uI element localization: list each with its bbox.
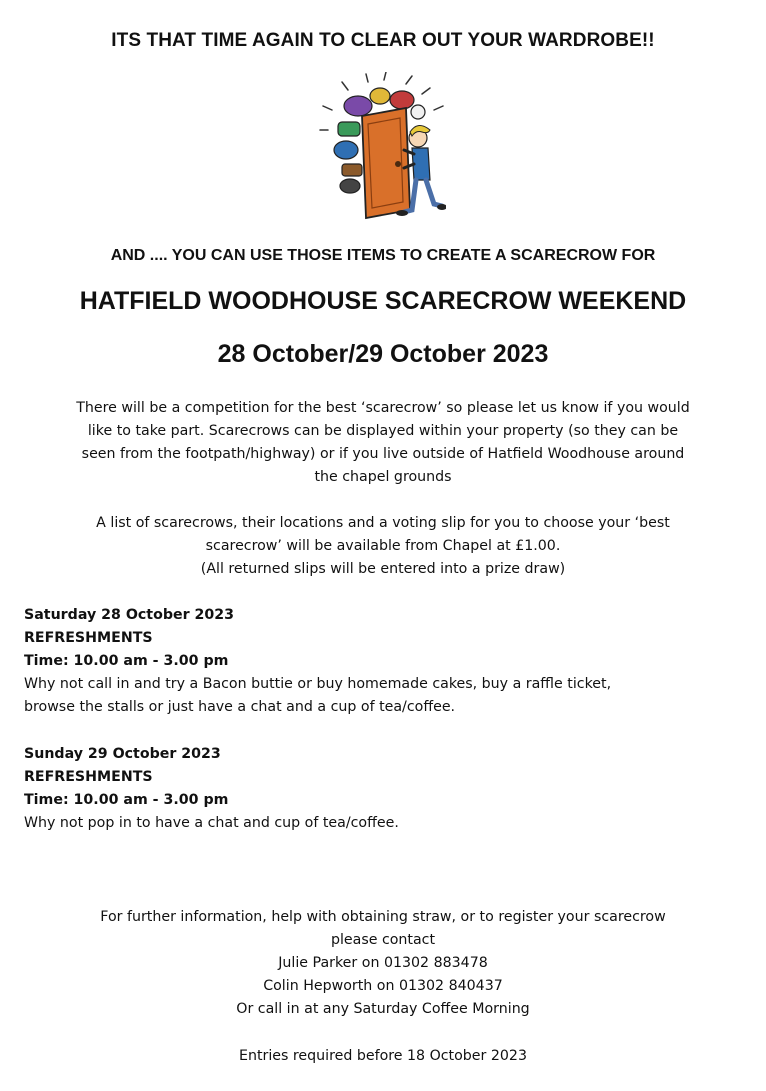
saturday-date: Saturday 28 October 2023 [24, 607, 235, 623]
event-dates: 28 October/29 October 2023 [217, 340, 549, 368]
sunday-description: Why not pop in to have a chat and cup of tea/coffee. [24, 815, 399, 831]
sunday-section [24, 743, 754, 835]
saturday-time: Time: 10.00 am - 3.00 pm [24, 653, 229, 669]
intro-line: the chapel grounds [314, 469, 452, 485]
contact-paragraph [20, 906, 746, 1021]
saturday-refreshments-heading: REFRESHMENTS [24, 630, 153, 646]
saturday-description: Why not call in and try a Bacon buttie or buy homemade cakes, buy a raffle ticket, [24, 676, 612, 692]
saturday-section [24, 604, 754, 719]
voting-line: (All returned slips will be entered into a prize draw) [200, 561, 566, 577]
intro-paragraph [20, 397, 746, 489]
event-title: HATFIELD WOODHOUSE SCARECROW WEEKEND [79, 287, 687, 315]
intro-line: seen from the footpath/highway) or if you live outside of Hatfield Woodhouse around [81, 446, 685, 462]
sunday-time: Time: 10.00 am - 3.00 pm [24, 792, 229, 808]
contact-line: Julie Parker on 01302 883478 [278, 955, 488, 971]
entries-deadline: Entries required before 18 October 2023 [238, 1048, 527, 1064]
intro-line: There will be a competition for the best ‘scarecrow’ so please let us know if you would [76, 400, 690, 416]
sunday-refreshments-heading: REFRESHMENTS [24, 769, 153, 785]
contact-line: Or call in at any Saturday Coffee Morning [236, 1001, 530, 1017]
subheadline: AND .... YOU CAN USE THOSE ITEMS TO CREATE A SCARECROW FOR [110, 247, 656, 264]
contact-line: For further information, help with obtaining straw, or to register your scarecrow [100, 909, 666, 925]
wardrobe-illustration [318, 72, 446, 224]
contact-line: please contact [330, 932, 436, 948]
contact-line: Colin Hepworth on 01302 840437 [263, 978, 503, 994]
intro-line: like to take part. Scarecrows can be displayed within your property (so they can be [87, 423, 679, 439]
voting-paragraph [20, 512, 746, 581]
sunday-date: Sunday 29 October 2023 [24, 746, 221, 762]
voting-line: scarecrow’ will be available from Chapel at £1.00. [205, 538, 561, 554]
voting-line: A list of scarecrows, their locations and a voting slip for you to choose your ‘best [96, 515, 670, 531]
headline: ITS THAT TIME AGAIN TO CLEAR OUT YOUR WARDROBE!! [111, 30, 655, 51]
saturday-description: browse the stalls or just have a chat and a cup of tea/coffee. [24, 699, 456, 715]
